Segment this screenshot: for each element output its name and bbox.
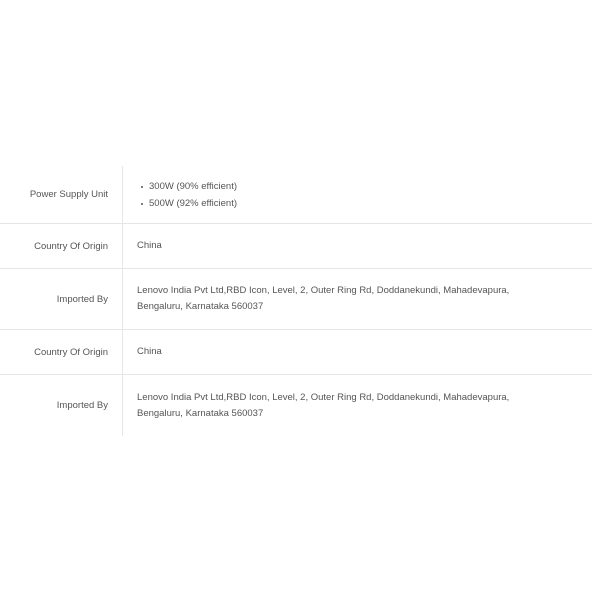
spec-row-country-of-origin: [0, 224, 592, 269]
spec-label: Imported By: [0, 375, 123, 436]
power-supply-options-list: [137, 178, 237, 212]
spec-row-country-of-origin: [0, 330, 592, 375]
spec-value: China: [137, 240, 162, 251]
spec-value: Lenovo India Pvt Ltd,RBD Icon, Level, 2, Outer Ring Rd, Doddanekundi, Mahadevapura, Bengaluru, Karnataka 560037: [137, 285, 510, 312]
list-item: 300W (90% efficient): [137, 178, 237, 195]
spec-row-imported-by: [0, 269, 592, 330]
spec-label: Power Supply Unit: [0, 166, 123, 223]
spec-label: Imported By: [0, 269, 123, 329]
spec-row-power-supply-unit: [0, 166, 592, 224]
spec-label: Country Of Origin: [0, 224, 123, 268]
spec-label: Country Of Origin: [0, 330, 123, 374]
spec-value: [123, 166, 592, 223]
list-item: 500W (92% efficient): [137, 195, 237, 212]
spec-row-imported-by: [0, 375, 592, 436]
spec-value: China: [137, 346, 162, 357]
spec-value: Lenovo India Pvt Ltd,RBD Icon, Level, 2, Outer Ring Rd, Doddanekundi, Mahadevapura, Bengaluru, Karnataka 560037: [137, 391, 510, 419]
specifications-table: [0, 166, 592, 436]
